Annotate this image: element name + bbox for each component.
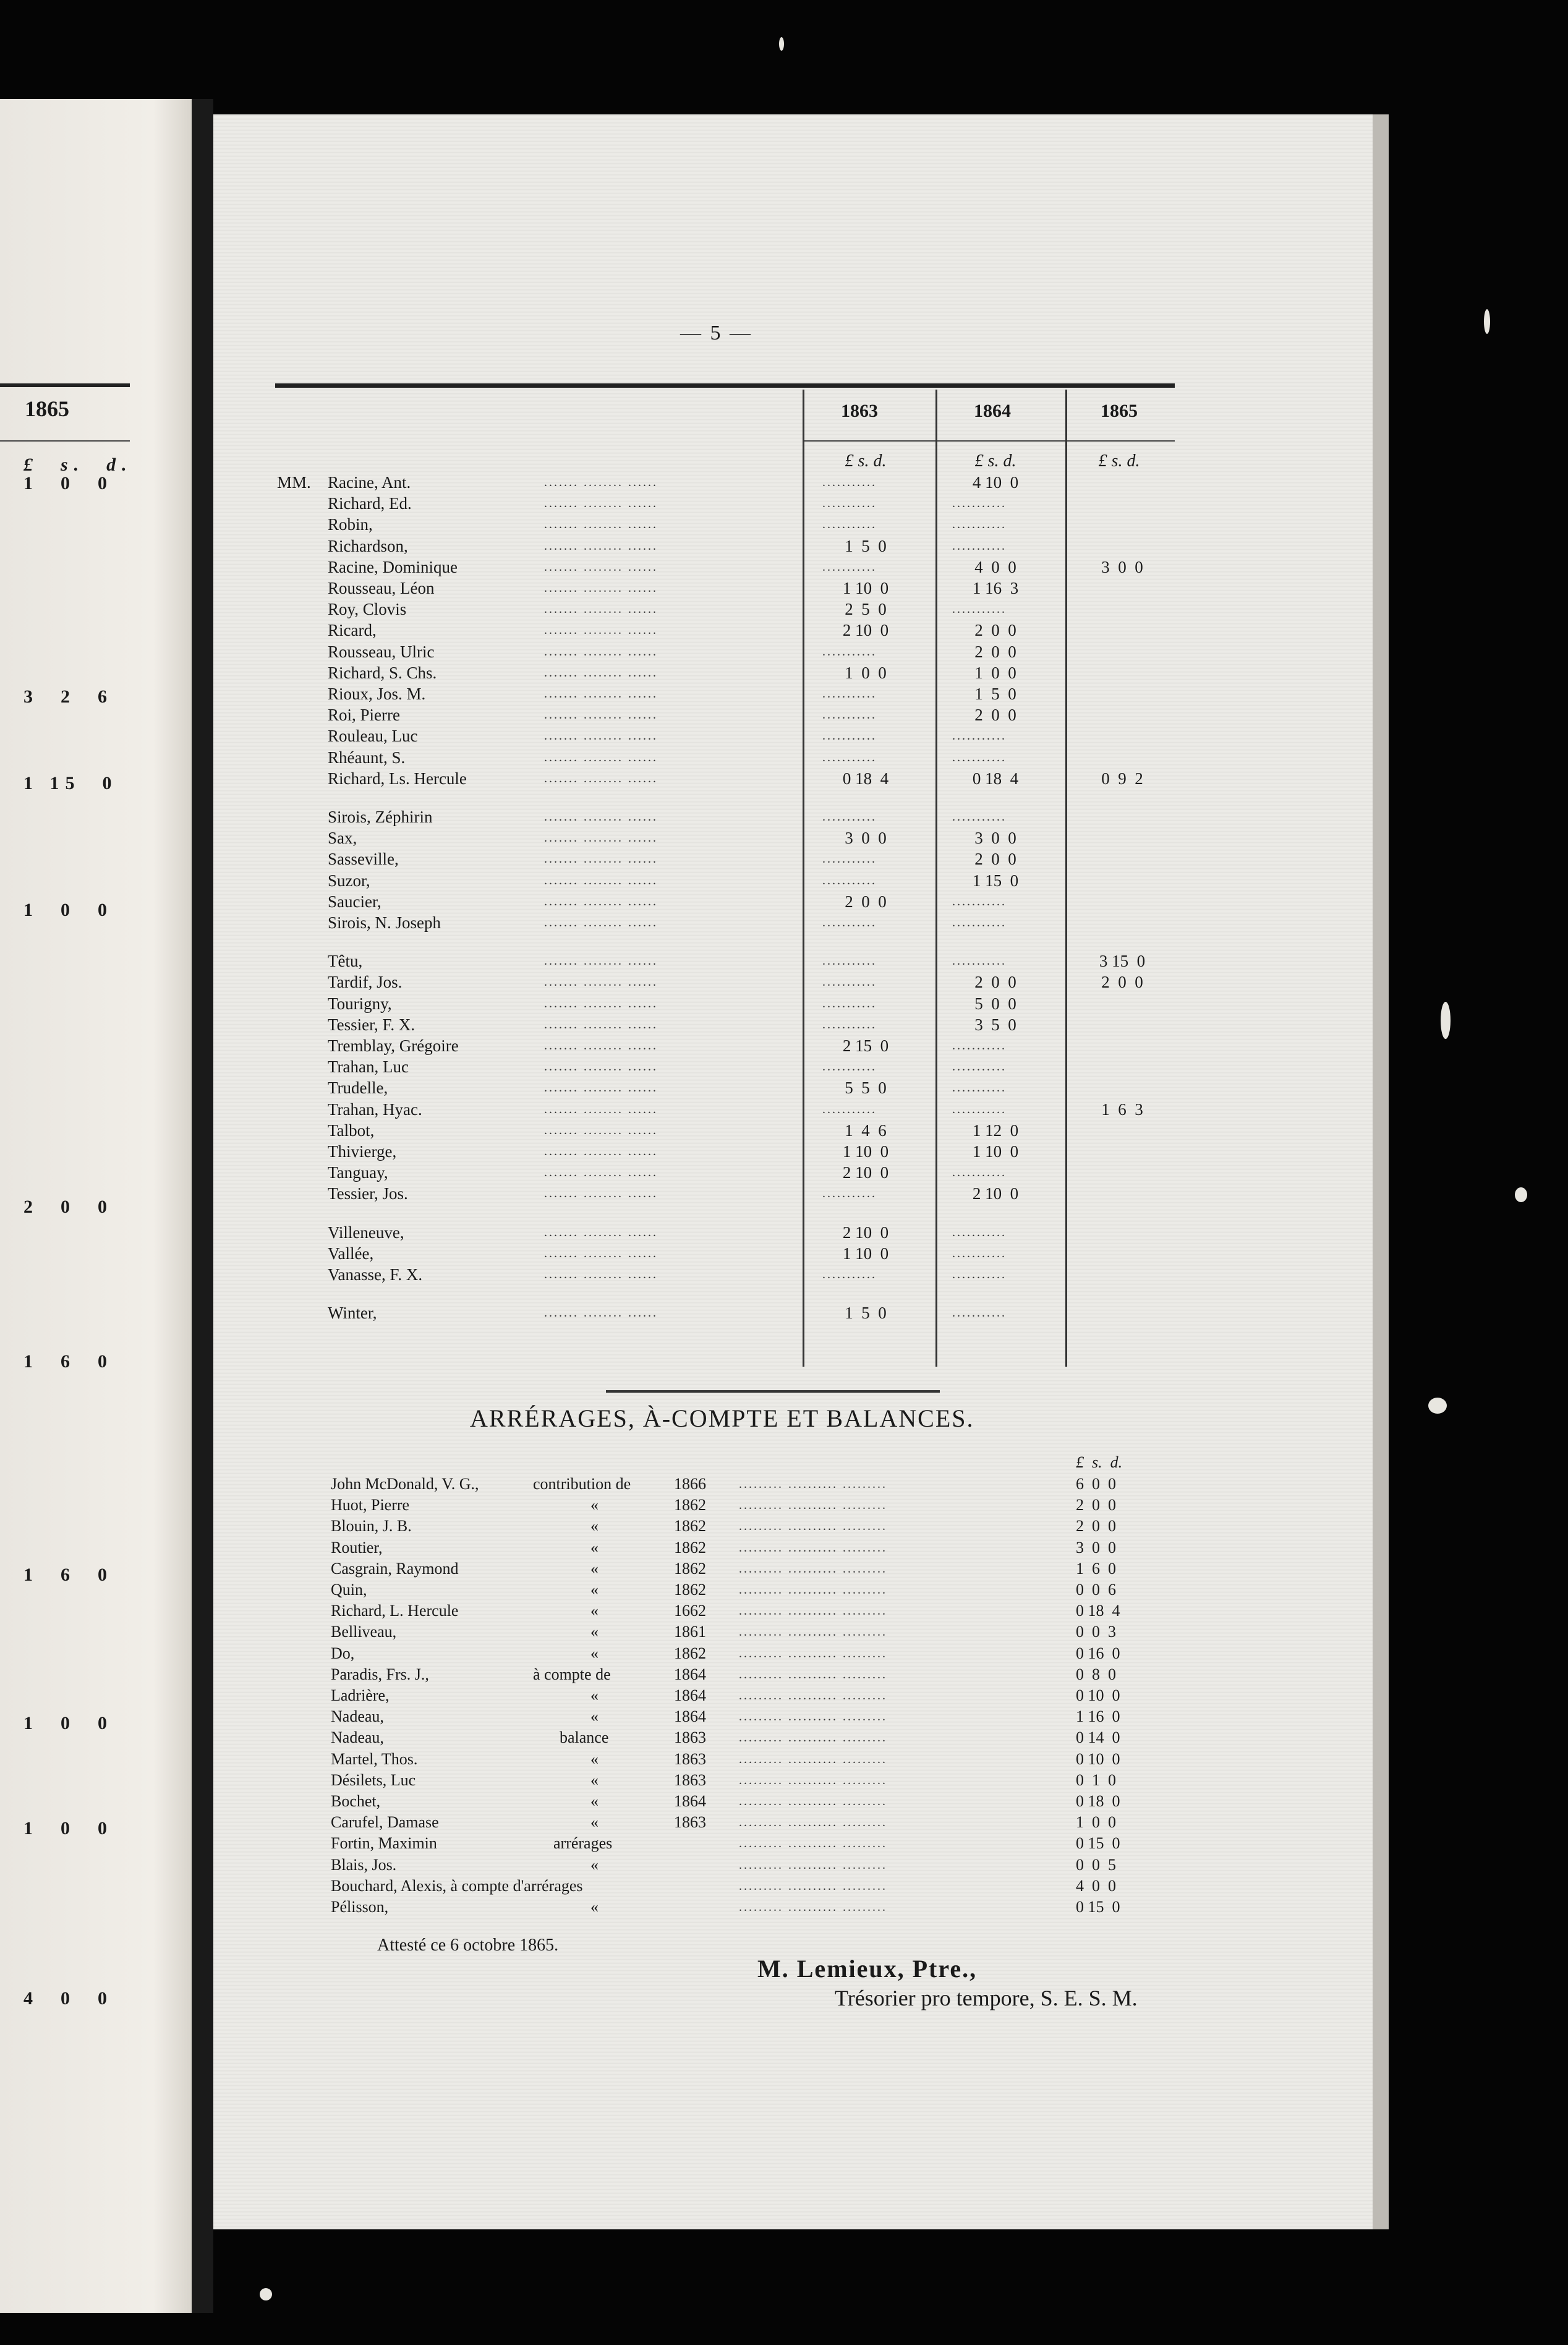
- amount-1863: 2 15 0: [842, 1036, 889, 1055]
- left-top-rule: [0, 383, 130, 387]
- row-name: Tanguay,: [328, 1163, 388, 1182]
- row-name: Richardson,: [328, 536, 408, 555]
- empty-cell-dots: ...........: [822, 873, 877, 887]
- empty-cell-dots: ...........: [822, 916, 877, 929]
- empty-cell-dots: ...........: [822, 1268, 877, 1281]
- leader-dots: ......... .......... .........: [739, 1731, 887, 1745]
- row-name: Trahan, Luc: [328, 1057, 409, 1077]
- arrears-year: 1862: [674, 1538, 706, 1557]
- arrears-name: Blouin, J. B.: [331, 1517, 412, 1536]
- page-edge: [1373, 114, 1389, 2229]
- leader-dots: ....... ........ ......: [544, 1268, 658, 1281]
- amount-1865: 3 0 0: [1101, 557, 1143, 576]
- leader-dots: ......... .......... .........: [739, 1710, 887, 1724]
- row-name: Trudelle,: [328, 1079, 388, 1098]
- empty-cell-dots: ...........: [822, 1017, 877, 1032]
- row-name: Rouleau, Luc: [328, 727, 418, 746]
- amount-1864: 1 12 0: [972, 1121, 1019, 1140]
- empty-cell-dots: ...........: [822, 708, 877, 722]
- arrears-note: «: [590, 1770, 599, 1789]
- row-name: Robin,: [328, 515, 373, 534]
- arrears-amount: 0 0 6: [1076, 1581, 1116, 1599]
- left-value: 1 15 0: [23, 773, 118, 793]
- film-speck: [260, 2288, 272, 2300]
- leader-dots: ......... .......... .........: [739, 1795, 887, 1808]
- amount-1865: 0 9 2: [1101, 769, 1143, 788]
- arrears-amount: 0 15 0: [1076, 1834, 1120, 1853]
- amount-1863: 2 0 0: [845, 892, 887, 911]
- row-name: Tardif, Jos.: [328, 973, 403, 992]
- arrears-note: «: [590, 1538, 599, 1557]
- arrears-name: Nadeau,: [331, 1728, 384, 1747]
- units-1864: £ s. d.: [974, 451, 1016, 471]
- leader-dots: ......... .......... .........: [739, 1646, 887, 1660]
- row-name: Sax,: [328, 829, 357, 848]
- empty-cell-dots: ...........: [822, 975, 877, 989]
- row-name: Sirois, Zéphirin: [328, 808, 433, 826]
- arrears-year: 1862: [674, 1496, 706, 1514]
- amount-1865: 2 0 0: [1101, 973, 1143, 992]
- amount-1864: 4 10 0: [972, 473, 1019, 492]
- arrears-year: 1862: [674, 1559, 706, 1578]
- leader-dots: ......... .......... .........: [739, 1604, 887, 1618]
- leader-dots: ....... ........ ......: [544, 1145, 658, 1158]
- leader-dots: ....... ........ ......: [544, 750, 658, 764]
- leader-dots: ....... ........ ......: [544, 729, 658, 743]
- leader-dots: ....... ........ ......: [544, 975, 658, 989]
- amount-1864: 1 10 0: [972, 1142, 1019, 1161]
- arrears-amount: 0 18 4: [1076, 1602, 1120, 1620]
- left-value: 4 0 0: [23, 1988, 113, 2009]
- column-rule-1: [803, 390, 804, 1367]
- units-1863: £ s. d.: [845, 451, 887, 471]
- leader-dots: ......... .......... .........: [739, 1689, 887, 1702]
- arrears-amount: 0 14 0: [1076, 1728, 1120, 1747]
- arrears-year: 1863: [674, 1770, 706, 1789]
- arrears-amount: 0 1 0: [1076, 1770, 1116, 1789]
- empty-cell-dots: ...........: [952, 916, 1007, 929]
- leader-dots: ....... ........ ......: [544, 852, 658, 866]
- leader-dots: ......... .......... .........: [739, 1667, 887, 1681]
- row-name: Villeneuve,: [328, 1223, 404, 1242]
- arrears-amount: 2 0 0: [1076, 1496, 1116, 1514]
- arrears-name: Casgrain, Raymond: [331, 1559, 459, 1578]
- section-rule: [606, 1390, 940, 1393]
- row-name: Tessier, F. X.: [328, 1015, 415, 1034]
- row-name: Thivierge,: [328, 1142, 397, 1161]
- amount-1863: 3 0 0: [845, 829, 887, 848]
- amount-1864: 2 0 0: [974, 850, 1016, 869]
- amount-1864: 1 15 0: [972, 871, 1019, 890]
- empty-cell-dots: ...........: [822, 1102, 877, 1116]
- arrears-year: 1864: [674, 1792, 706, 1810]
- leader-dots: ....... ........ ......: [544, 873, 658, 887]
- film-speck: [1428, 1398, 1447, 1414]
- leader-dots: ....... ........ ......: [544, 623, 658, 638]
- arrears-name: Paradis, Frs. J.,: [331, 1665, 429, 1683]
- leader-dots: ....... ........ ......: [544, 894, 658, 908]
- arrears-amount: 6 0 0: [1076, 1475, 1116, 1493]
- film-speck: [779, 37, 784, 51]
- amount-1864: 1 0 0: [974, 663, 1016, 682]
- leader-dots: ....... ........ ......: [544, 1017, 658, 1032]
- amount-1864: 3 0 0: [974, 829, 1016, 848]
- left-units: £ s. d.: [23, 455, 133, 475]
- arrears-name: Carufel, Damase: [331, 1813, 439, 1832]
- row-name: Ricard,: [328, 621, 377, 640]
- leader-dots: ....... ........ ......: [544, 476, 658, 489]
- film-speck: [1515, 1187, 1527, 1202]
- attestation: Attesté ce 6 octobre 1865.: [377, 1936, 559, 1955]
- row-name: Rousseau, Ulric: [328, 642, 435, 661]
- empty-cell-dots: ...........: [952, 729, 1007, 743]
- year-header-rule: [804, 440, 1175, 442]
- arrears-name: Désilets, Luc: [331, 1770, 416, 1789]
- leader-dots: ....... ........ ......: [544, 916, 658, 929]
- empty-cell-dots: ...........: [952, 1060, 1007, 1074]
- empty-cell-dots: ...........: [822, 497, 877, 511]
- arrears-year: 1862: [674, 1581, 706, 1599]
- arrears-year: 1864: [674, 1665, 706, 1683]
- left-year-header: 1865: [25, 396, 69, 421]
- empty-cell-dots: ...........: [952, 602, 1007, 617]
- empty-cell-dots: ...........: [822, 644, 877, 659]
- arrears-name: Nadeau,: [331, 1707, 384, 1726]
- arrears-amount: 0 10 0: [1076, 1686, 1120, 1704]
- arrears-name: Routier,: [331, 1538, 383, 1557]
- arrears-note: «: [590, 1686, 599, 1704]
- left-value: 1 0 0: [23, 900, 113, 920]
- leader-dots: ......... .......... .........: [739, 1773, 887, 1787]
- amount-1864: 2 0 0: [974, 973, 1016, 992]
- row-name: Rioux, Jos. M.: [328, 685, 426, 703]
- row-name: Vallée,: [328, 1244, 374, 1263]
- arrears-name: John McDonald, V. G.,: [331, 1475, 479, 1493]
- row-name: Suzor,: [328, 871, 370, 890]
- leader-dots: ......... .......... .........: [739, 1816, 887, 1830]
- amount-1864: 4 0 0: [974, 557, 1016, 576]
- leader-dots: ....... ........ ......: [544, 1081, 658, 1095]
- book-gutter: [192, 99, 213, 2313]
- left-value: 2 0 0: [23, 1197, 113, 1217]
- arrears-note: «: [590, 1707, 599, 1726]
- empty-cell-dots: ...........: [822, 687, 877, 701]
- arrears-note: arrérages: [553, 1834, 613, 1853]
- film-speck: [1484, 309, 1490, 334]
- year-header-1863: 1863: [841, 401, 878, 421]
- empty-cell-dots: ...........: [822, 852, 877, 866]
- row-name: Saucier,: [328, 892, 381, 911]
- left-value: 1 0 0: [23, 1713, 113, 1733]
- empty-cell-dots: ...........: [822, 750, 877, 764]
- arrears-amount: 0 8 0: [1076, 1665, 1116, 1683]
- table-top-rule: [275, 383, 1175, 388]
- leader-dots: ......... .......... .........: [739, 1858, 887, 1872]
- arrears-name: Quin,: [331, 1581, 367, 1599]
- empty-cell-dots: ...........: [822, 729, 877, 743]
- arrears-note: «: [590, 1517, 599, 1536]
- amount-1863: 1 5 0: [845, 1304, 887, 1323]
- arrears-name: Do,: [331, 1644, 355, 1662]
- leader-dots: ......... .......... .........: [739, 1540, 887, 1555]
- arrears-amount: 0 16 0: [1076, 1644, 1120, 1662]
- row-name: Winter,: [328, 1304, 377, 1323]
- leader-dots: ....... ........ ......: [544, 1225, 658, 1239]
- units-1865: £ s. d.: [1098, 451, 1140, 471]
- arrears-note: «: [590, 1792, 599, 1810]
- arrears-year: 1864: [674, 1707, 706, 1726]
- arrears-name: Huot, Pierre: [331, 1496, 410, 1514]
- arrears-name: Bouchard, Alexis, à compte d'arrérages: [331, 1876, 583, 1895]
- leader-dots: ....... ........ ......: [544, 687, 658, 701]
- empty-cell-dots: ...........: [952, 810, 1007, 824]
- arrears-note: «: [590, 1496, 599, 1514]
- section-title: ARRÉRAGES, À-COMPTE ET BALANCES.: [470, 1404, 974, 1432]
- leader-dots: ....... ........ ......: [544, 665, 658, 680]
- arrears-note: «: [590, 1898, 599, 1916]
- arrears-units: £ s. d.: [1076, 1453, 1123, 1471]
- left-value: 1 0 0: [23, 1818, 113, 1839]
- amount-1864: 1 16 3: [972, 579, 1019, 597]
- amount-1863: 5 5 0: [845, 1079, 887, 1098]
- arrears-amount: 3 0 0: [1076, 1538, 1116, 1557]
- leader-dots: ....... ........ ......: [544, 1306, 658, 1320]
- leader-dots: ....... ........ ......: [544, 560, 658, 574]
- arrears-note: contribution de: [533, 1475, 631, 1493]
- left-header-rule: [0, 440, 130, 442]
- arrears-name: Belliveau,: [331, 1623, 397, 1641]
- leader-dots: ......... .......... .........: [739, 1519, 887, 1534]
- arrears-amount: 4 0 0: [1076, 1876, 1116, 1895]
- leader-dots: ......... .......... .........: [739, 1879, 887, 1893]
- arrears-year: 1863: [674, 1813, 706, 1832]
- leader-dots: ......... .......... .........: [739, 1752, 887, 1766]
- amount-1864: 1 5 0: [974, 685, 1016, 703]
- leader-dots: ....... ........ ......: [544, 518, 658, 532]
- amount-1865: 1 6 3: [1101, 1100, 1143, 1119]
- empty-cell-dots: ...........: [952, 750, 1007, 764]
- left-value: 1 6 0: [23, 1565, 113, 1585]
- empty-cell-dots: ...........: [822, 1187, 877, 1201]
- arrears-year: 1861: [674, 1623, 706, 1641]
- empty-cell-dots: ...........: [952, 894, 1007, 908]
- row-name: Roi, Pierre: [328, 706, 400, 725]
- arrears-note: «: [590, 1623, 599, 1641]
- amount-1863: 2 10 0: [842, 1163, 889, 1182]
- empty-cell-dots: ...........: [952, 1306, 1007, 1320]
- arrears-amount: 0 15 0: [1076, 1898, 1120, 1916]
- arrears-amount: 2 0 0: [1076, 1517, 1116, 1536]
- left-value: 1 0 0: [23, 473, 113, 493]
- row-name: Vanasse, F. X.: [328, 1265, 423, 1284]
- arrears-name: Blais, Jos.: [331, 1855, 397, 1874]
- row-name: Talbot,: [328, 1121, 375, 1140]
- prefix-mm: MM.: [277, 473, 311, 492]
- leader-dots: ....... ........ ......: [544, 1102, 658, 1116]
- leader-dots: ......... .......... .........: [739, 1900, 887, 1914]
- empty-cell-dots: ...........: [822, 810, 877, 824]
- amount-1864: 3 5 0: [974, 1015, 1016, 1034]
- row-name: Rousseau, Léon: [328, 579, 435, 597]
- row-name: Roy, Clovis: [328, 600, 407, 619]
- row-name: Racine, Dominique: [328, 557, 458, 576]
- empty-cell-dots: ...........: [952, 1081, 1007, 1095]
- empty-cell-dots: ...........: [952, 1246, 1007, 1260]
- empty-cell-dots: ...........: [952, 1102, 1007, 1116]
- arrears-amount: 1 0 0: [1076, 1813, 1116, 1832]
- leader-dots: ....... ........ ......: [544, 581, 658, 595]
- empty-cell-dots: ...........: [952, 518, 1007, 532]
- empty-cell-dots: ...........: [822, 476, 877, 489]
- row-name: Têtu,: [328, 952, 363, 971]
- leader-dots: ....... ........ ......: [544, 1039, 658, 1053]
- leader-dots: ....... ........ ......: [544, 831, 658, 845]
- empty-cell-dots: ...........: [952, 1166, 1007, 1180]
- row-name: Rhéaunt, S.: [328, 748, 406, 767]
- arrears-year: 1862: [674, 1517, 706, 1536]
- leader-dots: ....... ........ ......: [544, 1246, 658, 1260]
- leader-dots: ....... ........ ......: [544, 644, 658, 659]
- row-name: Racine, Ant.: [328, 473, 411, 492]
- row-name: Tessier, Jos.: [328, 1184, 408, 1203]
- signature-name: M. Lemieux, Ptre.,: [757, 1955, 978, 1983]
- row-name: Richard, Ed.: [328, 494, 412, 513]
- row-name: Richard, S. Chs.: [328, 663, 437, 682]
- left-value: 3 2 6: [23, 686, 113, 707]
- left-value: 1 6 0: [23, 1351, 113, 1372]
- leader-dots: ......... .......... .........: [739, 1561, 887, 1576]
- column-rule-2: [935, 390, 937, 1367]
- amount-1863: 2 10 0: [842, 621, 889, 640]
- page-number: — 5 —: [680, 322, 752, 344]
- year-header-1865: 1865: [1101, 401, 1138, 421]
- leader-dots: ......... .......... .........: [739, 1625, 887, 1639]
- arrears-note: «: [590, 1813, 599, 1832]
- arrears-name: Richard, L. Hercule: [331, 1602, 459, 1620]
- arrears-year: 1863: [674, 1749, 706, 1768]
- leader-dots: ......... .......... .........: [739, 1583, 887, 1597]
- amount-1864: 2 0 0: [974, 706, 1016, 725]
- arrears-note: «: [590, 1602, 599, 1620]
- row-name: Trahan, Hyac.: [328, 1100, 422, 1119]
- arrears-amount: 0 18 0: [1076, 1792, 1120, 1810]
- row-name: Tourigny,: [328, 994, 392, 1013]
- leader-dots: ....... ........ ......: [544, 602, 658, 617]
- row-name: Sirois, N. Joseph: [328, 913, 441, 932]
- arrears-year: 1864: [674, 1686, 706, 1704]
- leader-dots: ....... ........ ......: [544, 539, 658, 553]
- arrears-year: 1866: [674, 1475, 706, 1493]
- amount-1863: 2 10 0: [842, 1223, 889, 1242]
- empty-cell-dots: ...........: [952, 1225, 1007, 1239]
- empty-cell-dots: ...........: [952, 954, 1007, 968]
- empty-cell-dots: ...........: [822, 954, 877, 968]
- arrears-name: Pélisson,: [331, 1898, 389, 1916]
- amount-1864: 2 10 0: [972, 1184, 1019, 1203]
- leader-dots: ....... ........ ......: [544, 996, 658, 1010]
- amount-1863: 1 5 0: [845, 536, 887, 555]
- signature-title: Trésorier pro tempore, S. E. S. M.: [835, 1986, 1138, 2010]
- amount-1863: 1 4 6: [845, 1121, 887, 1140]
- row-name: Richard, Ls. Hercule: [328, 769, 467, 788]
- row-name: Tremblay, Grégoire: [328, 1036, 459, 1055]
- arrears-amount: 1 16 0: [1076, 1707, 1120, 1726]
- leader-dots: ....... ........ ......: [544, 1060, 658, 1074]
- empty-cell-dots: ...........: [952, 497, 1007, 511]
- arrears-name: Ladrière,: [331, 1686, 390, 1704]
- arrears-note: balance: [560, 1728, 609, 1747]
- amount-1863: 2 5 0: [845, 600, 887, 619]
- arrears-amount: 1 6 0: [1076, 1559, 1116, 1578]
- arrears-year: 1862: [674, 1644, 706, 1662]
- arrears-amount: 0 0 5: [1076, 1855, 1116, 1874]
- arrears-note: à compte de: [533, 1665, 611, 1683]
- leader-dots: ....... ........ ......: [544, 1187, 658, 1201]
- leader-dots: ....... ........ ......: [544, 1166, 658, 1180]
- arrears-amount: 0 10 0: [1076, 1749, 1120, 1768]
- amount-1864: 2 0 0: [974, 642, 1016, 661]
- empty-cell-dots: ...........: [952, 539, 1007, 553]
- arrears-note: «: [590, 1644, 599, 1662]
- arrears-note: «: [590, 1749, 599, 1768]
- empty-cell-dots: ...........: [952, 1039, 1007, 1053]
- arrears-note: «: [590, 1559, 599, 1578]
- amount-1864: 0 18 4: [972, 769, 1019, 788]
- amount-1864: 5 0 0: [974, 994, 1016, 1013]
- arrears-name: Bochet,: [331, 1792, 381, 1810]
- leader-dots: ......... .......... .........: [739, 1837, 887, 1851]
- arrears-year: 1662: [674, 1602, 706, 1620]
- empty-cell-dots: ...........: [952, 1268, 1007, 1281]
- arrears-name: Fortin, Maximin: [331, 1834, 437, 1853]
- arrears-year: 1863: [674, 1728, 706, 1747]
- leader-dots: ....... ........ ......: [544, 810, 658, 824]
- film-speck: [1441, 1002, 1451, 1039]
- empty-cell-dots: ...........: [822, 518, 877, 532]
- leader-dots: ....... ........ ......: [544, 497, 658, 511]
- leader-dots: ......... .......... .........: [739, 1477, 887, 1491]
- leader-dots: ....... ........ ......: [544, 954, 658, 968]
- arrears-amount: 0 0 3: [1076, 1623, 1116, 1641]
- amount-1864: 2 0 0: [974, 621, 1016, 640]
- amount-1863: 1 0 0: [845, 663, 887, 682]
- arrears-note: «: [590, 1581, 599, 1599]
- leader-dots: ....... ........ ......: [544, 771, 658, 785]
- arrears-name: Martel, Thos.: [331, 1749, 418, 1768]
- leader-dots: ....... ........ ......: [544, 1123, 658, 1137]
- empty-cell-dots: ...........: [822, 996, 877, 1010]
- column-rule-3: [1065, 390, 1067, 1367]
- amount-1863: 1 10 0: [842, 1244, 889, 1263]
- leader-dots: ......... .......... .........: [739, 1498, 887, 1513]
- amount-1863: 1 10 0: [842, 1142, 889, 1161]
- amount-1863: 1 10 0: [842, 579, 889, 597]
- leader-dots: ....... ........ ......: [544, 708, 658, 722]
- year-header-1864: 1864: [974, 401, 1011, 421]
- empty-cell-dots: ...........: [822, 1060, 877, 1074]
- amount-1863: 0 18 4: [842, 769, 889, 788]
- arrears-note: «: [590, 1855, 599, 1874]
- row-name: Sasseville,: [328, 850, 399, 869]
- amount-1865: 3 15 0: [1099, 952, 1146, 971]
- empty-cell-dots: ...........: [822, 560, 877, 574]
